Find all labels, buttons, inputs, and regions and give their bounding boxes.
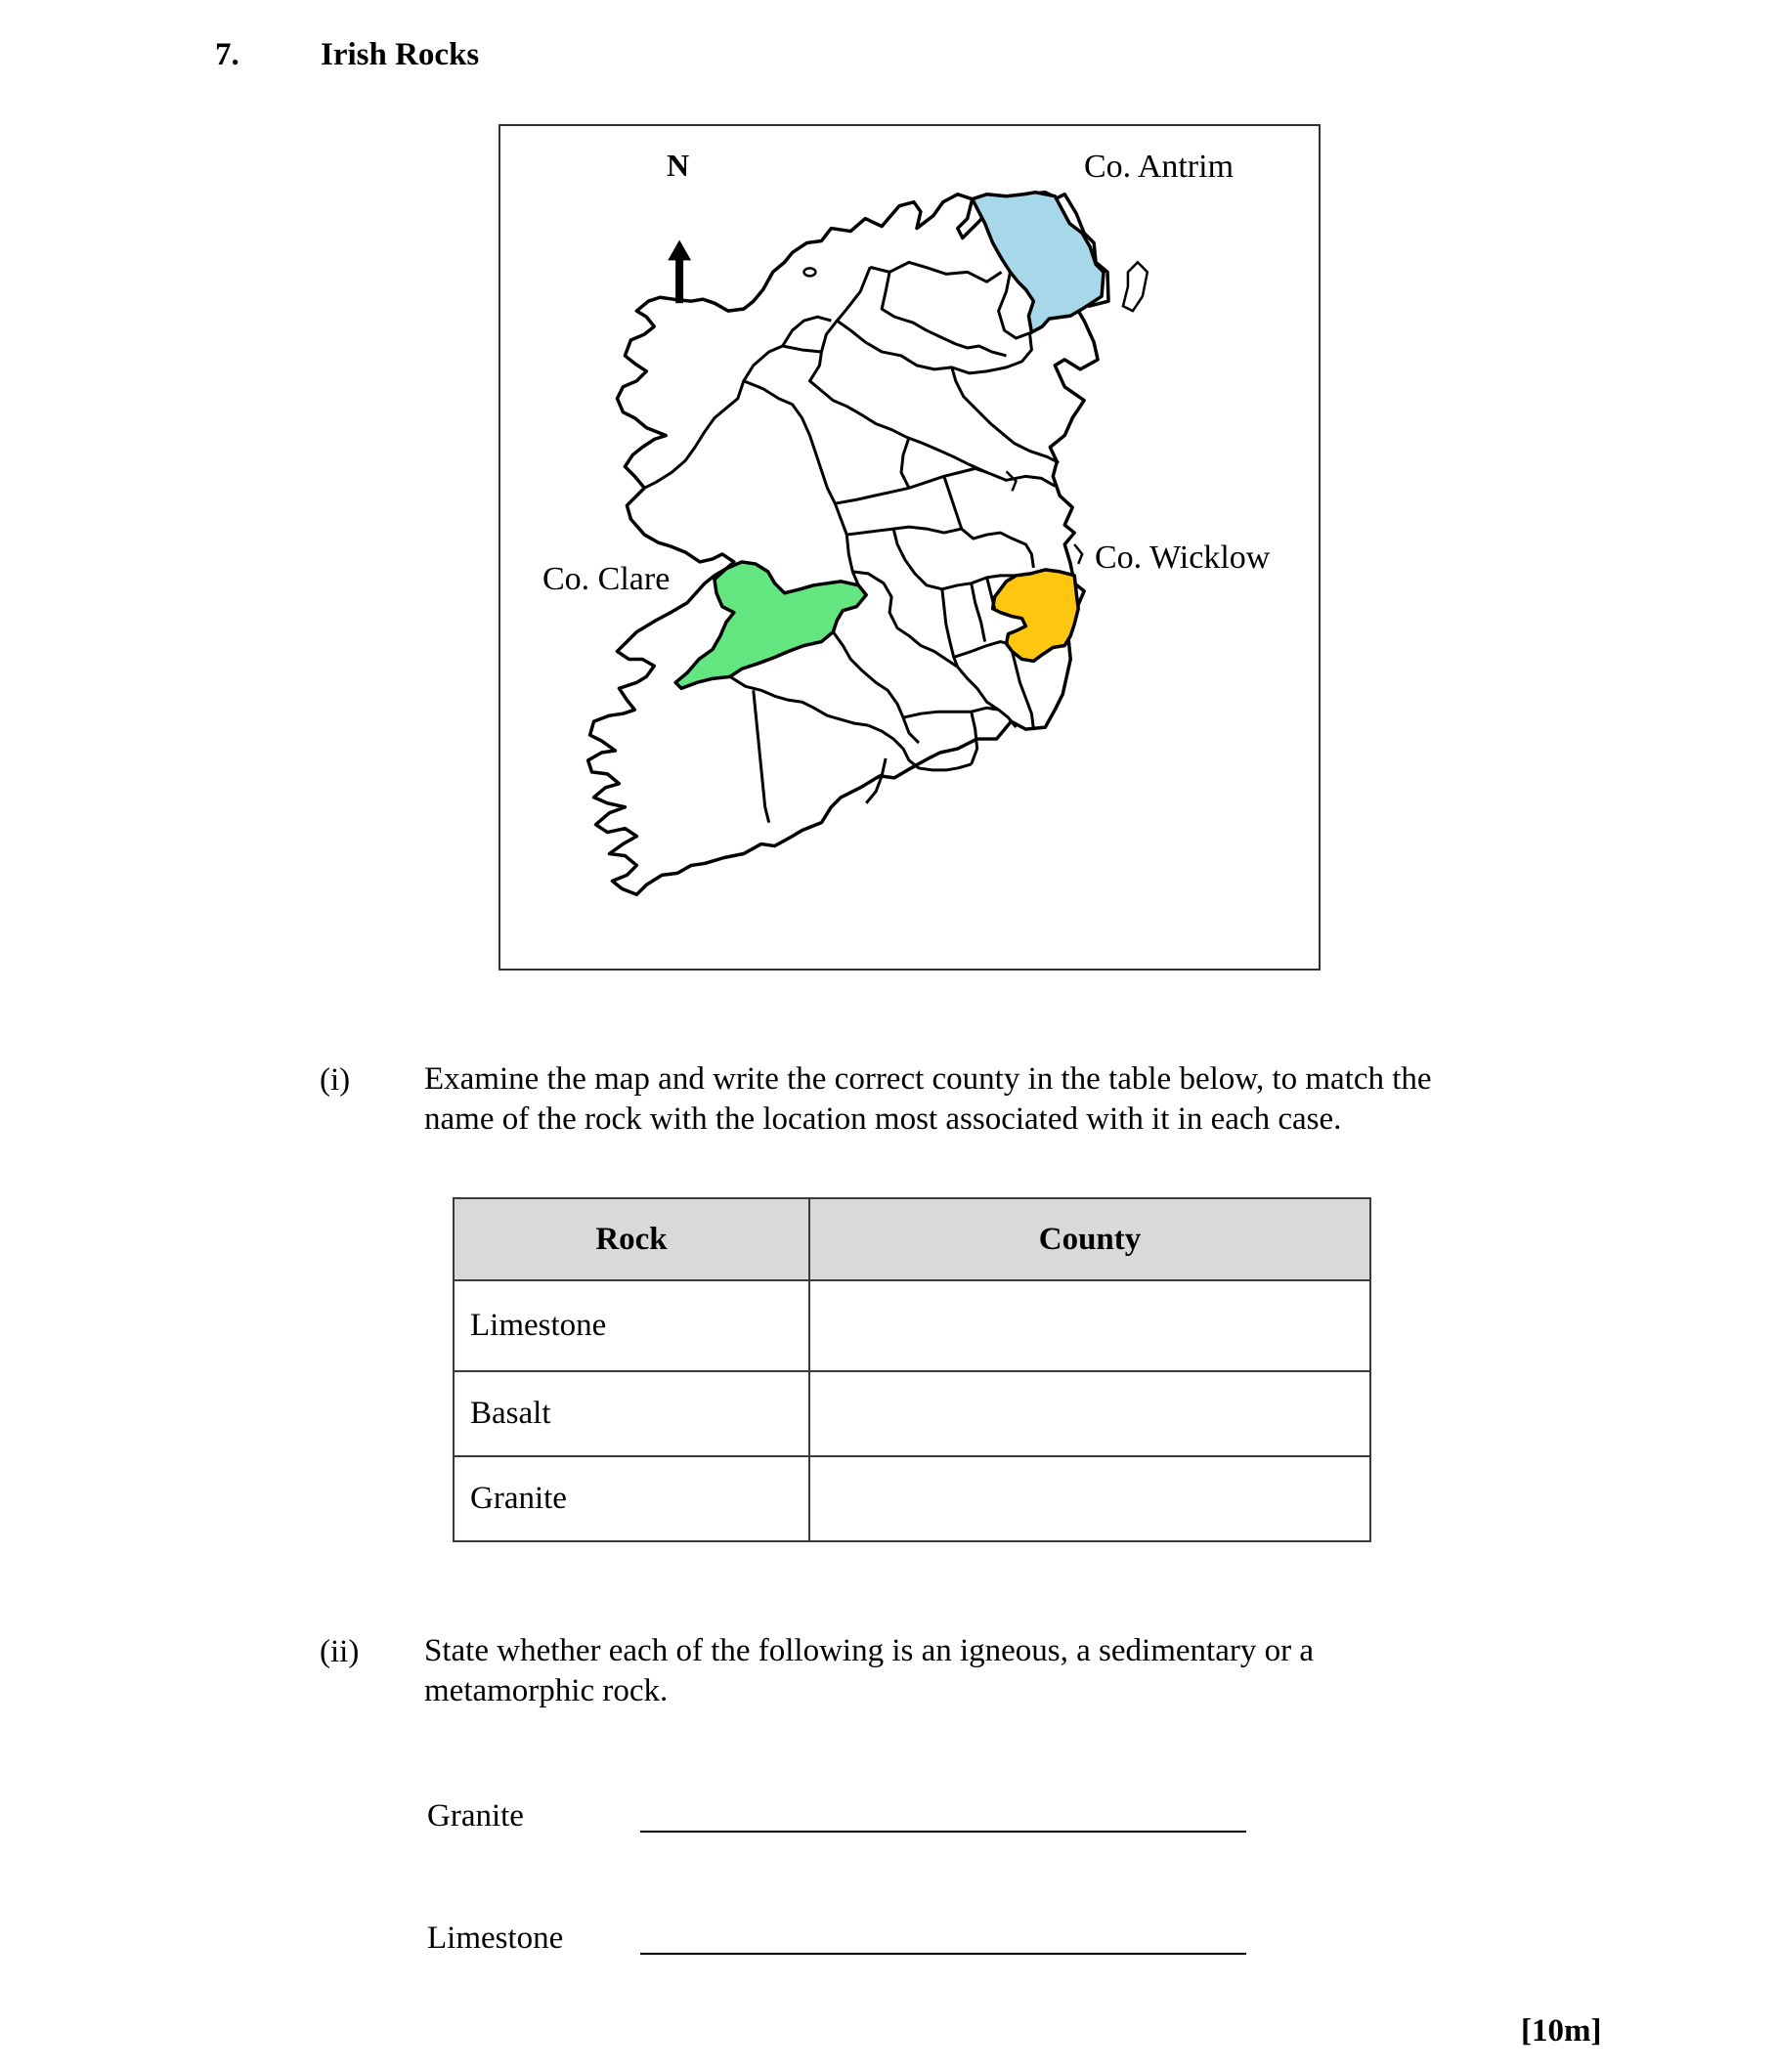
rock-county-table [453,1197,1371,1542]
county-answer-cell[interactable] [809,1456,1370,1541]
rock-cell: Granite [454,1456,809,1541]
north-label: N [667,148,690,183]
granite-label: Granite [427,1798,524,1834]
part-ii-instructions [424,1631,1314,1711]
table-row [454,1371,1370,1456]
part-ii-line-2: metamorphic rock. [424,1673,669,1708]
marks-total: [10m] [1521,2013,1602,2049]
label-co-antrim: Co. Antrim [1084,149,1235,185]
part-i-line-2: name of the rock with the location most associated with it in each case. [424,1101,1342,1137]
granite-answer-line[interactable] [640,1831,1246,1833]
part-i-instructions [424,1059,1432,1140]
county-answer-cell[interactable] [809,1371,1370,1456]
table-header-row [454,1198,1370,1280]
ireland-county-map [498,124,1321,971]
table-row [454,1456,1370,1541]
part-ii-line-1: State whether each of the following is an igneous, a sedimentary or a [424,1633,1314,1668]
label-co-clare: Co. Clare [542,561,671,597]
label-co-wicklow: Co. Wicklow [1095,540,1271,576]
limestone-label: Limestone [427,1921,564,1956]
part-i-label: (i) [320,1062,351,1098]
question-number: 7. [215,37,239,72]
part-i-line-1: Examine the map and write the correct county in the table below, to match the [424,1061,1432,1097]
county-answer-cell[interactable] [809,1280,1370,1371]
rock-cell: Limestone [454,1280,809,1371]
table-row [454,1280,1370,1371]
limestone-answer-line[interactable] [640,1953,1246,1955]
question-title: Irish Rocks [321,37,480,72]
header-county: County [809,1198,1370,1280]
rock-cell: Basalt [454,1371,809,1456]
north-arrow-icon [668,240,691,304]
header-rock: Rock [454,1198,809,1280]
part-ii-label: (ii) [320,1634,360,1669]
